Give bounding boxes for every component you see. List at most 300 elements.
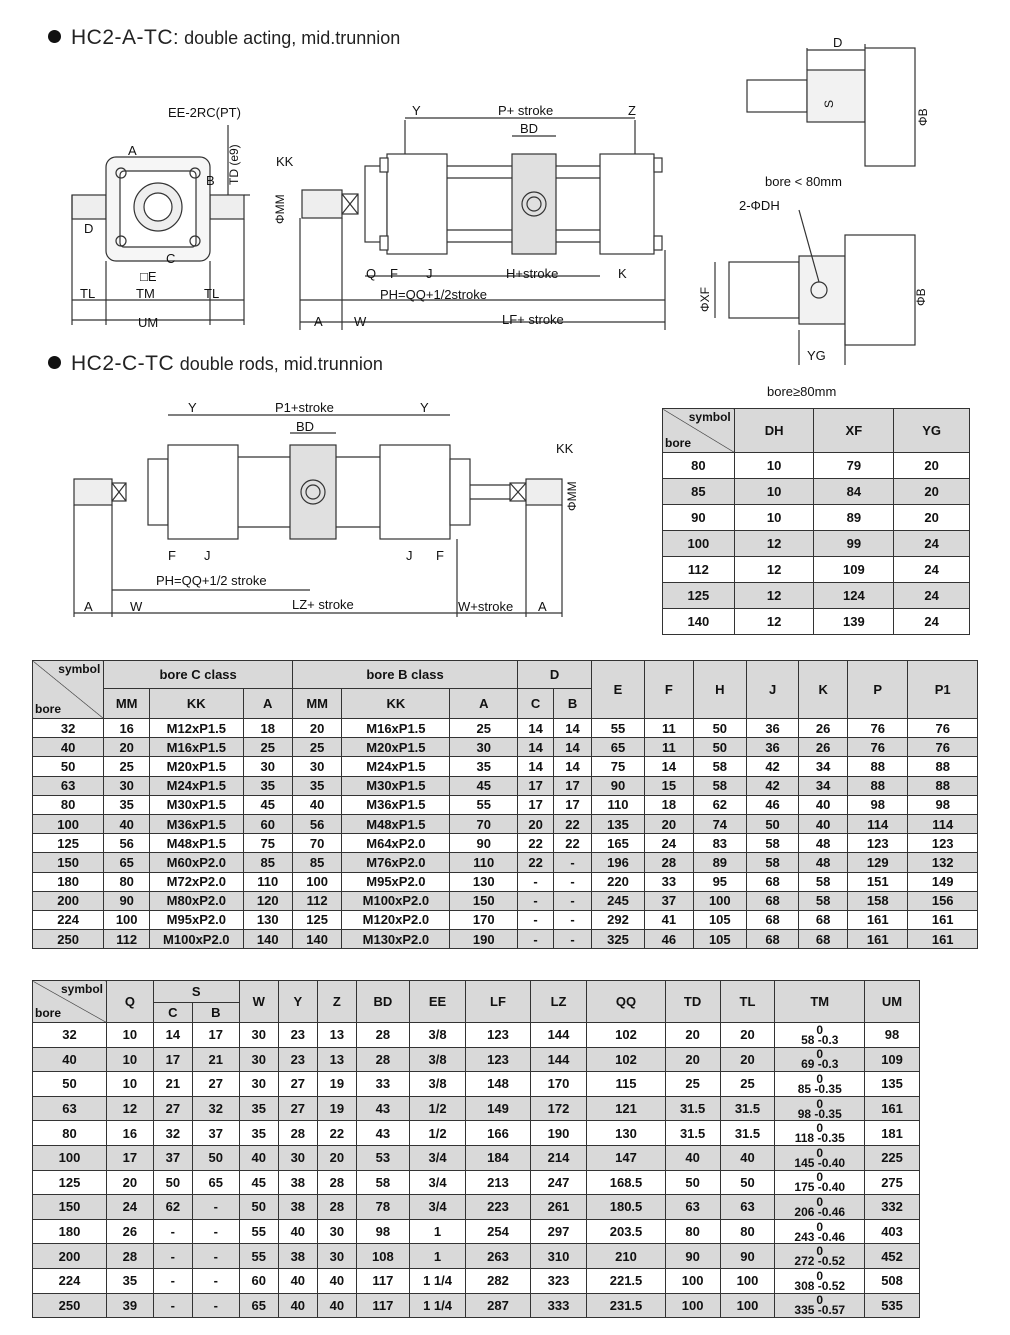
table-cell: 213: [466, 1170, 530, 1195]
t1-header-symbol-bore: symbol bore: [33, 661, 104, 719]
table-cell: 28: [278, 1121, 317, 1146]
label-lf-stroke: LF+ stroke: [502, 312, 564, 327]
tm-upper: 0: [816, 1170, 824, 1185]
table-cell: 35: [107, 1268, 154, 1293]
bullet-icon: [48, 356, 61, 369]
table-cell: 18: [243, 719, 292, 738]
table-cell: 108: [356, 1244, 409, 1269]
table-row: [33, 910, 978, 929]
table-cell: 70: [292, 834, 341, 853]
table-cell: 80: [665, 1219, 720, 1244]
table-cell: M20xP1.5: [150, 757, 243, 776]
t1-header-d: D: [518, 661, 592, 689]
table-cell: 100: [33, 814, 104, 833]
table-cell: 17: [554, 776, 592, 795]
table-cell: 161: [865, 1096, 920, 1121]
table-cell: 115: [587, 1072, 665, 1097]
label-tl-right: TL: [204, 286, 220, 301]
t1-header-f: F: [645, 661, 694, 719]
table-cell: 16: [104, 719, 150, 738]
table-cell: 28: [317, 1195, 356, 1220]
table-cell: 90: [104, 891, 150, 910]
table-cell: 14: [645, 757, 694, 776]
table-row: [663, 583, 970, 609]
table-cell: 90: [665, 1244, 720, 1269]
table-cell: M16xP1.5: [342, 719, 450, 738]
table-cell: 14: [518, 738, 554, 757]
table-cell: 58: [746, 853, 798, 872]
tm-tolerance-cell: [775, 1072, 865, 1097]
table-cell: 21: [192, 1047, 239, 1072]
table-cell: 84: [814, 479, 894, 505]
table-cell: 114: [848, 814, 908, 833]
table-cell: 1/2: [409, 1121, 466, 1146]
table-cell: 161: [848, 910, 908, 929]
table-cell: 63: [665, 1195, 720, 1220]
t2-header-tm: TM: [775, 981, 865, 1023]
table-cell: 135: [865, 1072, 920, 1097]
table-cell: 125: [663, 583, 735, 609]
section-title-a: HC2-A-TC: double acting, mid.trunnion: [48, 26, 400, 50]
label-p-stroke: P+ stroke: [498, 103, 554, 118]
section-title-c: HC2-C-TC double rods, mid.trunnion: [48, 352, 383, 376]
table-cell: -: [518, 872, 554, 891]
table-cell: -: [554, 872, 592, 891]
table-cell: 161: [908, 910, 978, 929]
trunnion-table: [662, 408, 970, 635]
table-cell: 170: [450, 910, 518, 929]
table-cell: 158: [848, 891, 908, 910]
table-cell: 24: [894, 531, 970, 557]
table-cell: 21: [153, 1072, 192, 1097]
label-xf: ΦXF: [698, 287, 712, 312]
table-cell: M120xP2.0: [342, 910, 450, 929]
table-cell: 508: [865, 1268, 920, 1293]
table-cell: 310: [530, 1244, 587, 1269]
table-cell: 180: [33, 1219, 107, 1244]
table-cell: 43: [356, 1096, 409, 1121]
tm-lower: 98 -0.35: [797, 1106, 842, 1121]
table-cell: 99: [814, 531, 894, 557]
label-port-d: D: [84, 221, 94, 236]
table-cell: 13: [317, 1047, 356, 1072]
label-a-right: A: [538, 599, 547, 614]
table-cell: 139: [814, 609, 894, 635]
tm-upper: 0: [816, 1047, 824, 1062]
table-cell: 149: [466, 1096, 530, 1121]
table-cell: 40: [317, 1293, 356, 1318]
tm-upper: 0: [816, 1022, 824, 1037]
t1-header-c-a: A: [243, 689, 292, 719]
table-cell: 58: [693, 757, 746, 776]
label-td: TD (e9): [227, 144, 241, 185]
table-cell: 40: [720, 1145, 775, 1170]
t2-header-td: TD: [665, 981, 720, 1023]
table-cell: 30: [278, 1145, 317, 1170]
tm-upper: 0: [816, 1244, 824, 1259]
t2-header-symbol-bore: symbol bore: [33, 981, 107, 1023]
table-cell: 63: [33, 1096, 107, 1121]
t1-header-c-kk: KK: [150, 689, 243, 719]
table-cell: 3/4: [409, 1145, 466, 1170]
label-dh: 2-ΦDH: [739, 198, 780, 213]
label-tm: TM: [136, 286, 155, 301]
table-cell: 225: [865, 1145, 920, 1170]
table-cell: 63: [720, 1195, 775, 1220]
table-cell: 20: [317, 1145, 356, 1170]
table-cell: 45: [239, 1170, 278, 1195]
table-cell: 144: [530, 1023, 587, 1048]
table-cell: 25: [720, 1072, 775, 1097]
table-cell: 50: [192, 1145, 239, 1170]
label-bd: BD: [520, 121, 539, 136]
label-s: S: [822, 99, 836, 108]
table-cell: -: [192, 1219, 239, 1244]
table-cell: -: [192, 1195, 239, 1220]
tm-tolerance-cell: [775, 1121, 865, 1146]
label-yg: YG: [807, 348, 826, 363]
table-cell: 56: [292, 814, 341, 833]
table-cell: 140: [663, 609, 735, 635]
table-cell: 120: [243, 891, 292, 910]
table-cell: 19: [317, 1072, 356, 1097]
table-cell: 117: [356, 1293, 409, 1318]
table-cell: 22: [554, 834, 592, 853]
table-cell: 123: [848, 834, 908, 853]
table-cell: 121: [587, 1096, 665, 1121]
table-cell: 403: [865, 1219, 920, 1244]
table-cell: 10: [734, 453, 814, 479]
table-cell: 48: [799, 853, 848, 872]
table-cell: M24xP1.5: [342, 757, 450, 776]
table-cell: 102: [587, 1023, 665, 1048]
table-cell: 123: [466, 1047, 530, 1072]
tm-upper: 0: [816, 1293, 824, 1308]
label-w-stroke: W+stroke: [458, 599, 514, 614]
table-cell: 31.5: [720, 1096, 775, 1121]
label-ee: EE-2RC(PT): [168, 105, 241, 120]
table-cell: 65: [239, 1293, 278, 1318]
table-cell: 190: [530, 1121, 587, 1146]
table-cell: 40: [292, 795, 341, 814]
table-cell: 46: [746, 795, 798, 814]
tm-upper: 0: [816, 1194, 824, 1209]
table-cell: 62: [693, 795, 746, 814]
table-cell: 40: [799, 795, 848, 814]
table-cell: 100: [104, 910, 150, 929]
table-cell: 40: [33, 738, 104, 757]
t1-header-d-b: B: [554, 689, 592, 719]
tm-tolerance-cell: [775, 1145, 865, 1170]
table-row: [33, 1145, 920, 1170]
table-cell: 129: [848, 853, 908, 872]
table-cell: 125: [33, 834, 104, 853]
table-cell: 50: [746, 814, 798, 833]
table-cell: 90: [663, 505, 735, 531]
table-cell: 147: [587, 1145, 665, 1170]
table-cell: 50: [239, 1195, 278, 1220]
table-cell: 65: [591, 738, 644, 757]
table-cell: 56: [104, 834, 150, 853]
table-cell: 35: [243, 776, 292, 795]
table-cell: 151: [848, 872, 908, 891]
table-cell: 105: [693, 910, 746, 929]
tm-tolerance-cell: [775, 1096, 865, 1121]
table-cell: 12: [734, 609, 814, 635]
table-cell: 100: [292, 872, 341, 891]
tm-lower: 243 -0.46: [794, 1229, 846, 1244]
table-cell: 38: [278, 1170, 317, 1195]
table-cell: 149: [908, 872, 978, 891]
table-cell: 40: [104, 814, 150, 833]
table-cell: 22: [554, 814, 592, 833]
label-f-left: F: [168, 548, 176, 563]
table-cell: 83: [693, 834, 746, 853]
table-cell: M60xP2.0: [150, 853, 243, 872]
table-cell: 17: [107, 1145, 154, 1170]
table-cell: 11: [645, 738, 694, 757]
table-cell: 100: [693, 891, 746, 910]
tm-lower: 118 -0.35: [794, 1131, 845, 1146]
table-cell: 16: [107, 1121, 154, 1146]
table-row: [33, 1047, 920, 1072]
table-row: [33, 1219, 920, 1244]
table-cell: 48: [799, 834, 848, 853]
table-cell: 20: [720, 1047, 775, 1072]
table-cell: 33: [645, 872, 694, 891]
table-cell: 452: [865, 1244, 920, 1269]
label-bore-lt-80: bore < 80mm: [765, 174, 842, 189]
table-cell: 117: [356, 1268, 409, 1293]
table-cell: 12: [734, 557, 814, 583]
table-cell: 24: [645, 834, 694, 853]
t1-header-c-mm: MM: [104, 689, 150, 719]
table-row: [663, 557, 970, 583]
table-cell: 110: [450, 853, 518, 872]
bullet-icon: [48, 30, 61, 43]
dimensions-table-2: [32, 980, 920, 1318]
table-cell: 98: [908, 795, 978, 814]
table-cell: 112: [104, 930, 150, 949]
table-cell: 20: [894, 479, 970, 505]
t1-header-e: E: [591, 661, 644, 719]
label-y-left: Y: [188, 400, 197, 415]
table-cell: 140: [243, 930, 292, 949]
table-cell: M72xP2.0: [150, 872, 243, 891]
header-yg: YG: [894, 409, 970, 453]
t2-header-lf: LF: [466, 981, 530, 1023]
front-view-drawing: [60, 95, 280, 340]
table-cell: 112: [663, 557, 735, 583]
table-cell: 24: [894, 557, 970, 583]
table-cell: 68: [746, 930, 798, 949]
table-cell: 53: [356, 1145, 409, 1170]
label-f-right: F: [436, 548, 444, 563]
label-f: F: [390, 266, 398, 281]
table-cell: M24xP1.5: [150, 776, 243, 795]
label-kk: KK: [276, 154, 294, 169]
table-cell: 323: [530, 1268, 587, 1293]
table-cell: 168.5: [587, 1170, 665, 1195]
table-cell: 100: [665, 1293, 720, 1318]
table-cell: 123: [908, 834, 978, 853]
table-row: [33, 719, 978, 738]
table-cell: 20: [720, 1023, 775, 1048]
table-row: [33, 1244, 920, 1269]
t1-header-b-class: bore B class: [292, 661, 517, 689]
table-cell: 80: [663, 453, 735, 479]
t2-header-ee: EE: [409, 981, 466, 1023]
table-cell: 90: [720, 1244, 775, 1269]
table-cell: 35: [239, 1096, 278, 1121]
tm-tolerance-cell: [775, 1219, 865, 1244]
table-row: [33, 795, 978, 814]
table-cell: 332: [865, 1195, 920, 1220]
table-cell: -: [554, 910, 592, 929]
table-cell: 1/2: [409, 1096, 466, 1121]
table-cell: 27: [192, 1072, 239, 1097]
table-cell: 60: [243, 814, 292, 833]
label-j-left: J: [204, 548, 211, 563]
table-cell: 130: [450, 872, 518, 891]
t2-header-lz: LZ: [530, 981, 587, 1023]
table-row: [33, 757, 978, 776]
table-cell: 20: [645, 814, 694, 833]
table-cell: 20: [894, 505, 970, 531]
table-cell: 90: [591, 776, 644, 795]
table-cell: 26: [107, 1219, 154, 1244]
table-cell: 22: [317, 1121, 356, 1146]
table-row: [33, 834, 978, 853]
table-cell: 10: [107, 1047, 154, 1072]
table-cell: 17: [153, 1047, 192, 1072]
table-cell: 40: [665, 1145, 720, 1170]
table-cell: 148: [466, 1072, 530, 1097]
table-cell: -: [153, 1293, 192, 1318]
table-cell: 196: [591, 853, 644, 872]
table-cell: 28: [645, 853, 694, 872]
table-cell: 32: [33, 719, 104, 738]
table-cell: 221.5: [587, 1268, 665, 1293]
label-port-c: C: [166, 251, 176, 266]
table-cell: 11: [645, 719, 694, 738]
table-cell: 28: [356, 1023, 409, 1048]
table-cell: 27: [153, 1096, 192, 1121]
table-cell: M100xP2.0: [342, 891, 450, 910]
t1-header-k: K: [799, 661, 848, 719]
table-cell: 24: [894, 609, 970, 635]
table-cell: 76: [908, 719, 978, 738]
table-cell: 3/8: [409, 1047, 466, 1072]
table-cell: 98: [848, 795, 908, 814]
table-cell: 50: [33, 757, 104, 776]
table-cell: 535: [865, 1293, 920, 1318]
table-cell: 58: [799, 872, 848, 891]
table-cell: 85: [243, 853, 292, 872]
table-cell: M100xP2.0: [150, 930, 243, 949]
table-cell: 30: [450, 738, 518, 757]
table-cell: 156: [908, 891, 978, 910]
table-cell: 105: [693, 930, 746, 949]
table-cell: 1: [409, 1219, 466, 1244]
table-cell: 40: [799, 814, 848, 833]
table-cell: 23: [278, 1047, 317, 1072]
table-cell: 203.5: [587, 1219, 665, 1244]
table-cell: 50: [693, 738, 746, 757]
t1-header-h: H: [693, 661, 746, 719]
header-symbol-bore: symbol bore: [663, 409, 735, 453]
label-tl-left: TL: [80, 286, 96, 301]
tm-upper: 0: [816, 1071, 824, 1086]
table-cell: 40: [278, 1219, 317, 1244]
table-cell: 3/8: [409, 1023, 466, 1048]
table-cell: 40: [278, 1268, 317, 1293]
label-um: UM: [138, 315, 159, 330]
table-cell: 42: [746, 776, 798, 795]
table-cell: 297: [530, 1219, 587, 1244]
table-cell: 85: [663, 479, 735, 505]
table-row: [33, 814, 978, 833]
tm-upper: 0: [816, 1268, 824, 1283]
table-cell: 68: [746, 891, 798, 910]
table-cell: 68: [746, 910, 798, 929]
table-cell: 200: [33, 891, 104, 910]
label-kk-c: KK: [556, 441, 574, 456]
table-cell: 60: [239, 1268, 278, 1293]
table-cell: 190: [450, 930, 518, 949]
table-row: [33, 1293, 920, 1318]
table-cell: 170: [530, 1072, 587, 1097]
header-xf: XF: [814, 409, 894, 453]
table-cell: 32: [33, 1023, 107, 1048]
table-row: [33, 1121, 920, 1146]
table-cell: 15: [645, 776, 694, 795]
table-cell: 46: [645, 930, 694, 949]
table-cell: M16xP1.5: [150, 738, 243, 757]
table-cell: 89: [693, 853, 746, 872]
table-cell: 50: [153, 1170, 192, 1195]
table-cell: 40: [317, 1268, 356, 1293]
tm-upper: 0: [816, 1096, 824, 1111]
table-cell: M95xP2.0: [150, 910, 243, 929]
table-cell: -: [153, 1219, 192, 1244]
table-cell: 88: [908, 757, 978, 776]
table-cell: 45: [243, 795, 292, 814]
label-d: D: [833, 35, 843, 50]
table-cell: 13: [317, 1023, 356, 1048]
table-cell: 30: [317, 1244, 356, 1269]
table-cell: 132: [908, 853, 978, 872]
table-cell: M20xP1.5: [342, 738, 450, 757]
table-row: [33, 891, 978, 910]
table-cell: 25: [450, 719, 518, 738]
table-row: [663, 479, 970, 505]
tm-upper: 0: [816, 1219, 824, 1234]
table-row: [33, 1195, 920, 1220]
table-cell: 333: [530, 1293, 587, 1318]
table-cell: 43: [356, 1121, 409, 1146]
t2-header-w: W: [239, 981, 278, 1023]
table-cell: -: [192, 1268, 239, 1293]
table-cell: 245: [591, 891, 644, 910]
table-cell: 20: [894, 453, 970, 479]
table-cell: 55: [591, 719, 644, 738]
table-cell: 88: [848, 757, 908, 776]
label-mm: ΦMM: [273, 194, 287, 224]
table-cell: 68: [799, 910, 848, 929]
table-cell: 37: [153, 1145, 192, 1170]
table-cell: 130: [587, 1121, 665, 1146]
